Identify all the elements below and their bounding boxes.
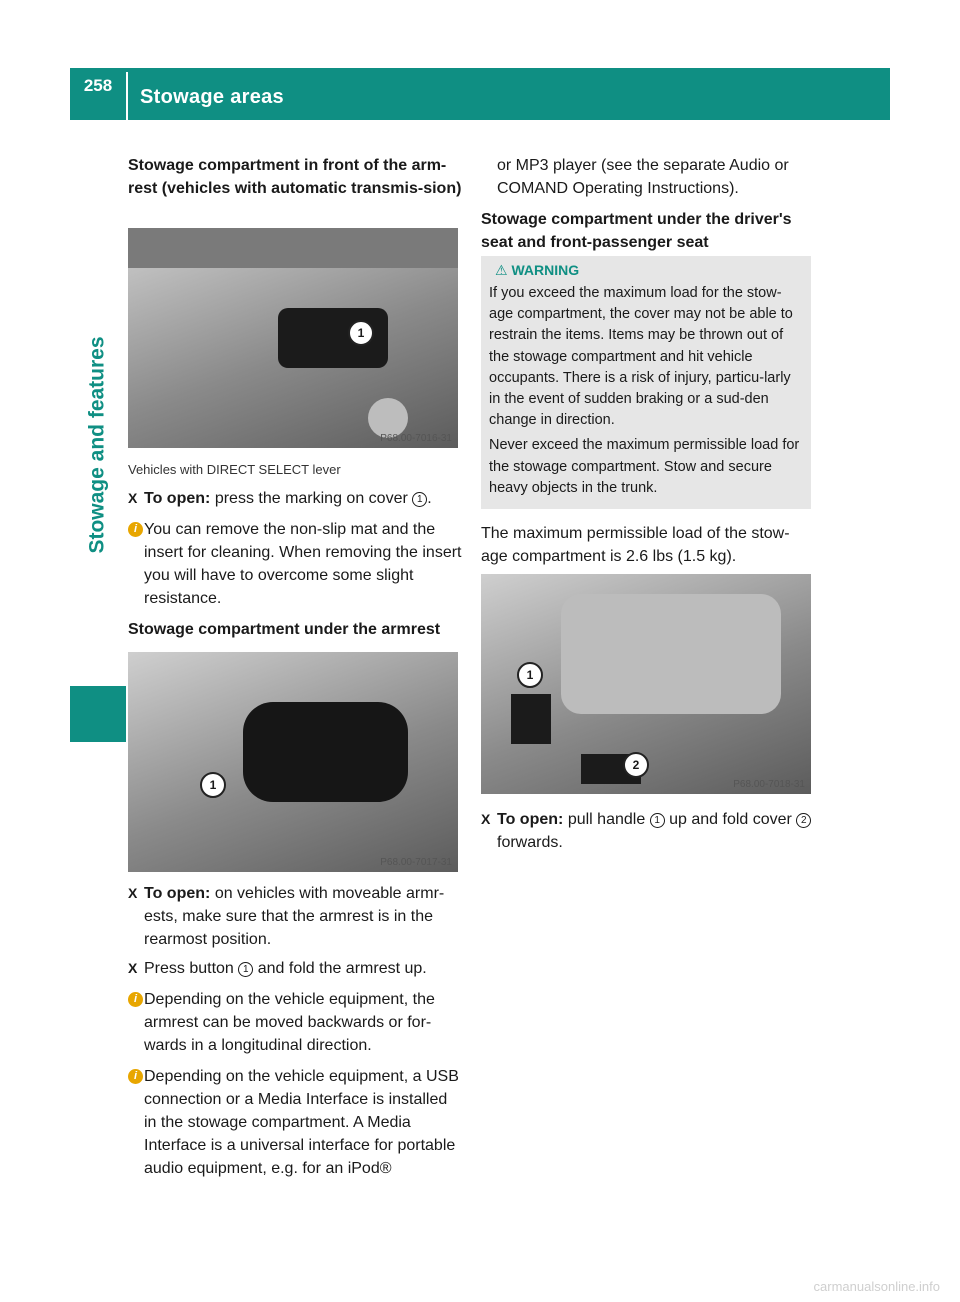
info-note xyxy=(128,988,462,1057)
photo-armrest xyxy=(128,652,458,872)
info-icon: i xyxy=(128,522,143,537)
step-arrow-icon: X xyxy=(128,960,138,976)
step-label: To open: xyxy=(144,490,211,507)
info-icon: i xyxy=(128,992,143,1007)
left-column xyxy=(128,154,462,200)
step-arrow-icon: X xyxy=(128,885,138,901)
callout-1: 1 xyxy=(200,772,226,798)
right-column-steps xyxy=(481,808,813,854)
footer-watermark: carmanualsonline.info xyxy=(813,1279,940,1294)
info-text: Depending on the vehicle equipment, a USB connection or a Media Interface is installed in the stowage compartment. A Media Interface is a universal interface for portable audio equipment, e.g. for an iPod® xyxy=(144,1068,459,1177)
callout-ref-1: 1 xyxy=(412,492,427,507)
section-heading: Stowage compartment in front of the arm-rest (vehicles with automatic transmis-sion) xyxy=(128,157,462,197)
section-heading: Stowage compartment under the driver's seat and front-passenger seat xyxy=(481,211,792,251)
page-number: 258 xyxy=(83,76,113,95)
left-column-body xyxy=(128,458,462,641)
step-text: and fold the armrest up. xyxy=(257,960,427,977)
info-note xyxy=(128,518,462,610)
continuation-text: or MP3 player (see the separate Audio or COMAND Operating Instructions). xyxy=(497,157,789,197)
warning-box xyxy=(481,256,811,509)
left-column-steps xyxy=(128,882,462,1180)
side-tab-marker xyxy=(70,686,126,742)
step-text: press the marking on cover xyxy=(214,490,408,507)
step-arrow-icon: X xyxy=(128,490,138,506)
warning-title-text: WARNING xyxy=(511,262,580,278)
callout-ref-1: 1 xyxy=(650,813,665,828)
step-item: X To open: press the marking on cover 1 . xyxy=(128,487,462,510)
photo-armrest-front xyxy=(128,228,458,448)
step-item xyxy=(128,957,462,980)
step-arrow-icon: X xyxy=(481,811,491,827)
header-divider xyxy=(126,72,128,120)
step-text: pull handle xyxy=(567,811,646,828)
callout-2: 2 xyxy=(623,752,649,778)
info-note xyxy=(128,1065,462,1180)
warning-triangle-icon: ⚠ xyxy=(495,262,508,278)
callout-1: 1 xyxy=(348,320,374,346)
step-text: forwards. xyxy=(497,834,563,851)
photo-code: P68.00-7016-31 xyxy=(380,433,452,444)
max-load-text: The maximum permissible load of the stow-age compartment is 2.6 lbs (1.5 kg). xyxy=(481,525,790,565)
step-label: To open: xyxy=(144,885,211,902)
step-item xyxy=(481,808,813,854)
section-heading: Stowage compartment under the armrest xyxy=(128,621,441,638)
right-column xyxy=(481,154,813,254)
page-title: Stowage areas xyxy=(140,86,284,108)
side-tab xyxy=(70,235,126,655)
warning-title xyxy=(489,262,803,279)
callout-1: 1 xyxy=(517,662,543,688)
photo-code: P68.00-7018-31 xyxy=(733,779,805,790)
info-text: You can remove the non-slip mat and the insert for cleaning. When removing the insert you will have to overcome some slight resistance. xyxy=(144,521,462,607)
armrest-illustration xyxy=(128,652,458,872)
step-item xyxy=(128,882,462,951)
photo-code: P68.00-7017-31 xyxy=(380,857,452,868)
step-label: To open: xyxy=(497,811,564,828)
info-icon: i xyxy=(128,1069,143,1084)
callout-ref-2: 2 xyxy=(796,813,811,828)
figure-caption: Vehicles with DIRECT SELECT lever xyxy=(128,462,341,477)
step-text: on vehicles with moveable armr-ests, make sure that the armrest is in the rearmost position. xyxy=(144,885,445,948)
max-load-paragraph xyxy=(481,522,813,568)
warning-text: If you exceed the maximum load for the stow-age compartment, the cover may not be able to restrain the items. Items may be thrown out of the stowage compartment and hit vehicle occupants. There is a risk of injury, particu-larly in the event of sudden braking or a sud-den change in direction. xyxy=(489,285,793,429)
step-text: up and fold cover xyxy=(669,811,792,828)
side-tab-label: Stowage and features xyxy=(86,336,109,554)
step-text: Press button xyxy=(144,960,234,977)
console-illustration xyxy=(128,228,458,448)
warning-text: Never exceed the maximum permissible load for the stowage compartment. Stow and secure heavy objects in the trunk. xyxy=(489,437,800,496)
callout-ref-1: 1 xyxy=(238,962,253,977)
info-text: Depending on the vehicle equipment, the armrest can be moved backwards or for-wards in a longitudinal direction. xyxy=(144,991,435,1054)
photo-under-seat xyxy=(481,574,811,794)
